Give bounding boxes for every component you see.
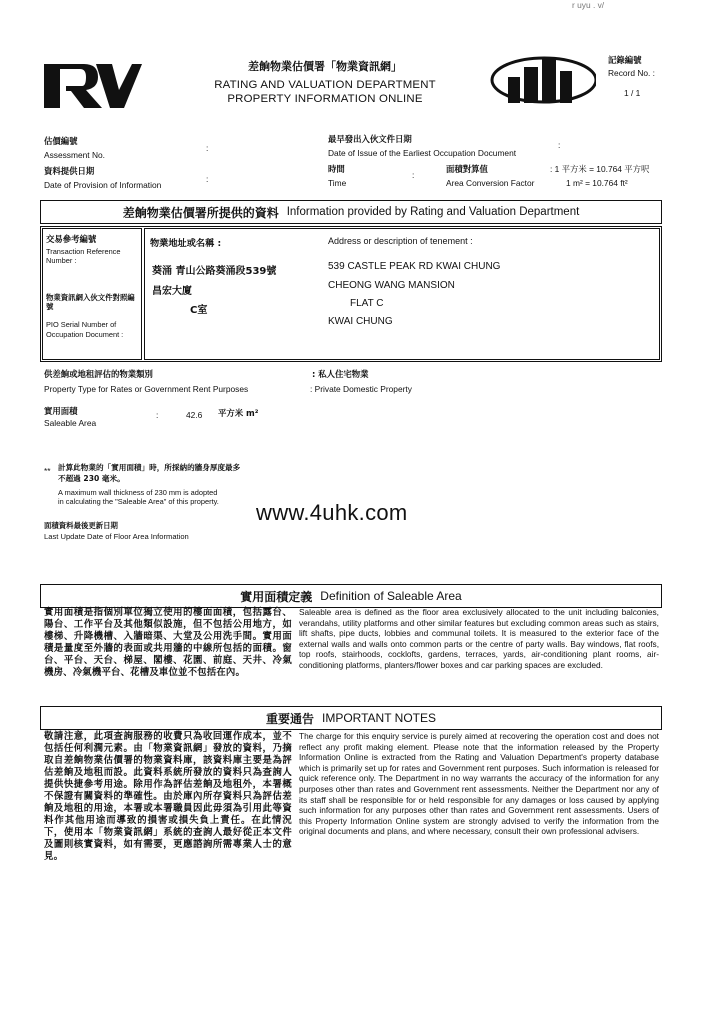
note-marker: ** — [44, 466, 51, 476]
pio-label-en: PIO Serial Number of Occupation Document : — [46, 320, 124, 339]
occupation-doc-en: Date of Issue of the Earliest Occupation Document — [328, 148, 517, 158]
page-fragment-text: r uyu . v/ — [572, 0, 605, 10]
header-title-en-2: PROPERTY INFORMATION ONLINE — [227, 93, 423, 105]
time-colon: : — [412, 170, 415, 180]
area-factor-value-1: : 1 平方米 = 10.764 平方呎 — [550, 164, 650, 174]
provision-date-cn: 資料提供日期 — [44, 166, 95, 176]
assessment-no-cn: 估價編號 — [44, 136, 78, 146]
area-factor-value-2: 1 m² = 10.764 ft² — [566, 178, 628, 188]
important-heading-en: IMPORTANT NOTES — [322, 711, 437, 725]
note-en-2: in calculating the "Saleable Area" of this property. — [58, 497, 219, 506]
time-en: Time — [328, 178, 347, 188]
important-text-cn: 敬請注意，此項查詢服務的收費只為收回運作成本，並不包括任何利潤元素。由「物業資訊網」發放的資料，乃摘取自差餉物業估價署的物業資料庫，該資料庫主要是為評估差餉及地租而設。此資料系統所發放的資料只為查詢人提供快捷參考用途。除用作為評估差餉及地租外，本署概不保證有關資料的準確性。由於庫內所存資料只為評估差餉及地租的用途，本署或本署職員因此毋須為引用此等資料作其他用途而導致的損害或損失負上責任。在此情況下，使用本「物業資訊網」系統的查詢人最好從正本文件及圖則核實資料，如有需要，更應諮詢所需專業人士的意見。 — [44, 731, 292, 862]
occupation-doc-colon: : — [558, 140, 561, 150]
provided-heading-cn: 差餉物業估價署所提供的資料 — [122, 205, 279, 220]
pio-label-cn: 物業資訊網入伙文件對照編號 — [46, 293, 135, 311]
property-type-value-en: : Private Domestic Property — [310, 384, 412, 394]
important-heading — [40, 706, 662, 730]
address-en-3: FLAT C — [350, 298, 384, 309]
property-type-cn: 供差餉或地租評估的物業類別 — [44, 369, 153, 379]
time-cn: 時間 — [328, 164, 345, 174]
record-no-cn: 記錄編號 — [608, 55, 642, 65]
note-cn-1: 計算此物業的「實用面積」時，所採納的牆身厚度最多 — [58, 463, 241, 472]
address-label-en: Address or description of tenement : — [328, 236, 473, 246]
provision-date-en: Date of Provision of Information — [44, 180, 162, 190]
trn-label-cn: 交易參考編號 — [46, 234, 97, 244]
definition-text-cn: 實用面積是指個別單位獨立使用的樓面面積，包括露台、陽台、工作平台及其他類似設施，但不包括公用地方，如樓梯、升降機槽、入牆暗渠、大堂及公用洗手間。實用面積是量度至外牆的表面或共用牆的中線所包括的面積。窗台、平台、天台、梯屋、閣樓、花園、前庭、天井、冷氣機房、冷氣機平台、花槽及車位並不包括在內。 — [44, 607, 292, 678]
record-no-value: 1 / 1 — [624, 88, 641, 98]
occupation-doc-cn: 最早發出入伙文件日期 — [328, 134, 412, 144]
important-heading-cn: 重要通告 — [265, 711, 314, 726]
rv-logo — [44, 60, 144, 110]
header-title-en-1: RATING AND VALUATION DEPARTMENT — [214, 79, 436, 91]
important-text-en: The charge for this enquiry service is purely aimed at recovering the operation cost and does not reflect any profit making element. Please note that the information released by the Property Information Online is extracted from the Rating and Valuation Department's property database which is primarily set up for rates and Government rent purposes. Such information is released for quick reference only. The Department in no way warrants the accuracy of the information for any purposes other than rates and Government rent assessments. Neither the Department nor any of its staff shall be responsible for or held responsible for any damages or loss caused by applying such information for any purposes other than rates and Government rent assessments. Users of this Property Information Online system are strongly advised to verify the information from the original documents and plans, and where necessary, consult their own professional advisers. — [299, 731, 659, 837]
definition-heading-en: Definition of Saleable Area — [320, 589, 462, 603]
area-factor-cn: 面積對算值 — [446, 164, 488, 174]
saleable-area-colon: : — [156, 410, 159, 420]
watermark-text: www.4uhk.com — [256, 500, 408, 525]
note-en-1: A maximum wall thickness of 230 mm is adopted — [58, 488, 218, 497]
address-cn-3: C室 — [190, 305, 208, 316]
address-cn-1: 葵涌 青山公路葵涌段539號 — [152, 266, 277, 277]
provided-section-heading — [40, 200, 662, 224]
saleable-area-value: 42.6 — [186, 410, 203, 420]
assessment-no-colon: : — [206, 143, 209, 153]
record-no-label: Record No. : — [608, 68, 656, 78]
assessment-no-en: Assessment No. — [44, 150, 105, 160]
saleable-area-unit: 平方米 m² — [218, 408, 259, 418]
address-cn-2: 昌宏大廈 — [152, 286, 192, 297]
trn-label-en: Transaction Reference Number : — [46, 247, 121, 265]
note-cn-2: 不超過 230 毫米。 — [58, 474, 125, 483]
provided-heading-en: Information provided by Rating and Valuation Department — [286, 206, 580, 218]
header-title-cn: 差餉物業估價署「物業資訊網」 — [248, 60, 402, 73]
update-date-cn: 面積資料最後更新日期 — [44, 521, 118, 530]
update-date-en: Last Update Date of Floor Area Information — [44, 532, 189, 541]
property-type-en: Property Type for Rates or Government Rent Purposes — [44, 384, 249, 394]
building-icon — [490, 55, 596, 105]
address-cell — [144, 228, 660, 360]
saleable-area-en: Saleable Area — [44, 418, 97, 428]
building-logo — [490, 55, 596, 105]
area-factor-en: Area Conversion Factor — [446, 178, 535, 188]
property-type-value-cn: : 私人住宅物業 — [312, 369, 369, 379]
address-en-2: CHEONG WANG MANSION — [328, 280, 455, 291]
definition-heading — [40, 584, 662, 608]
definition-text-en: Saleable area is defined as the floor area exclusively allocated to the unit including balconies, verandahs, utility platforms and other similar features but excluding common areas such as stairs, lift shafts, pipe ducts, lobbies and communal toilets. It is measured to the exterior face of the external walls and walls onto common parts or the centre of party walls. Bay windows, flat roofs, top roofs, stairhoods, cocklofts, gardens, terraces, yards, air-conditioning plant rooms, air-conditioning platforms, planters/flower boxes and car parking spaces are excluded. — [299, 607, 659, 670]
address-label-cn: 物業地址或名稱 : — [150, 238, 222, 249]
provision-date-colon: : — [206, 174, 209, 184]
address-en-4: KWAI CHUNG — [328, 316, 393, 327]
address-en-1: 539 CASTLE PEAK RD KWAI CHUNG — [328, 261, 501, 272]
saleable-area-cn: 實用面積 — [44, 406, 78, 416]
rv-logo-icon — [44, 60, 144, 110]
definition-heading-cn: 實用面積定義 — [240, 589, 313, 604]
